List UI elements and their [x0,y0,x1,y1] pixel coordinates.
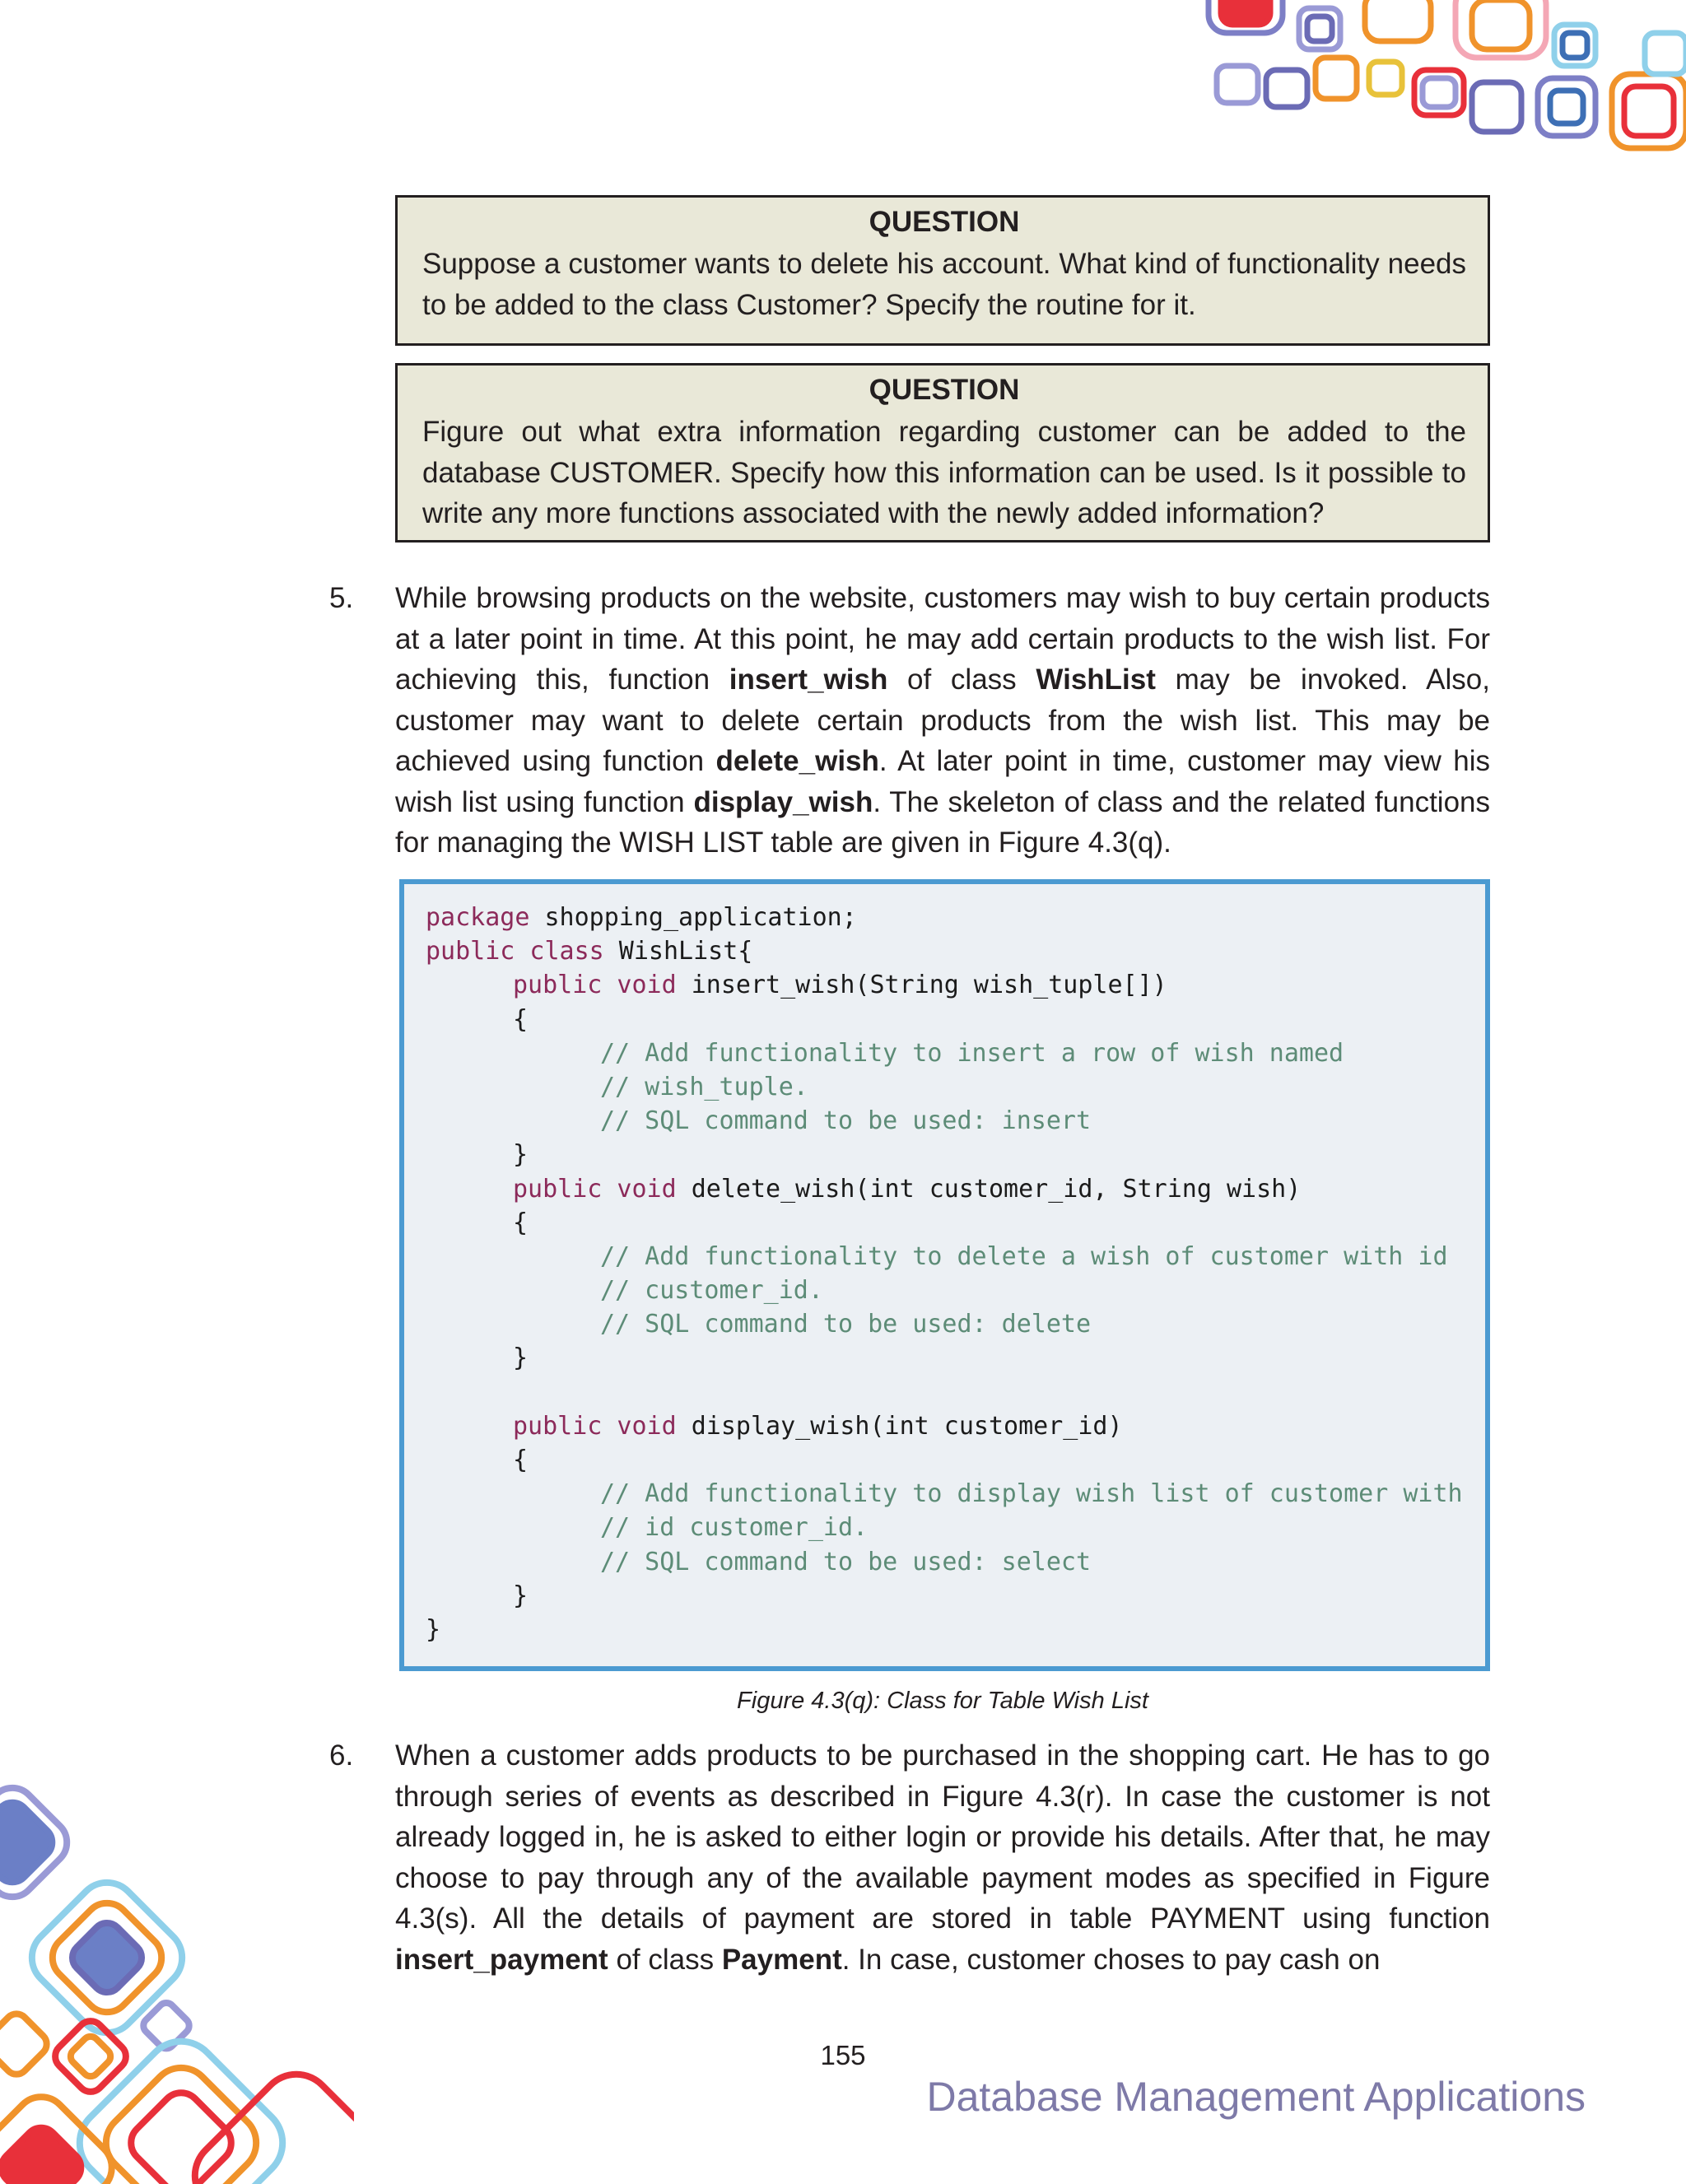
decorative-squares-top-right [1176,0,1686,165]
question-text: Figure out what extra information regarding customer can be added to the database CUSTOMER. Specify how this information can be used. Is it possible to write any more functions associated with the newly added information? [422,416,1466,529]
code-line: } [513,1140,529,1170]
class-name-payment: Payment [721,1943,842,1976]
code-text: display_wish(int customer_id) [676,1411,1123,1441]
function-name-delete-wish: delete_wish [715,745,879,777]
code-line: } [426,1614,441,1644]
code-line [426,1172,1485,1206]
code-comment: // SQL command to be used: insert [600,1106,1092,1136]
text-run: . At later point in time, customer may view his wish list using function [395,745,1490,818]
code-comment: // Add functionality to insert a row of wish named [600,1038,1344,1068]
text-run: While browsing products on the website, customers may wish to buy certain products at a later point in time. At this point, he may add certain products to the wish list. For achieving this, function [395,582,1490,696]
class-name-wishlist: WishList [1036,664,1156,696]
code-listing-wishlist [399,879,1490,1671]
code-comment: // Add functionality to display wish list of customer with [600,1479,1463,1509]
question-box-extra-information [395,363,1490,543]
question-text: Suppose a customer wants to delete his account. What kind of functionality needs to be added to the class Customer? Specify the routine for it. [422,248,1466,321]
question-heading: QUESTION [869,206,1020,238]
code-line [426,934,1485,968]
function-name-insert-wish: insert_wish [729,664,888,696]
code-blank-line [426,1376,1485,1409]
code-line: { [513,1004,529,1034]
code-line [426,968,1485,1002]
function-name-insert-payment: insert_payment [395,1943,608,1976]
text-run: may be invoked. Also, customer may want to delete certain products from the wish list. This may be achieved using function [395,664,1490,777]
text-run: When a customer adds products to be purchased in the shopping cart. He has to go through series of events as described in Figure 4.3(r). In case the customer is not already logged in, he is asked to either login or provide his details. After that, he may choose to pay through any of the available payment modes as specified in Figure 4.3(s). All the details of payment are stored in table PAYMENT using function [395,1739,1490,1935]
code-text: insert_wish(String wish_tuple[]) [676,971,1167,1000]
code-comment: // SQL command to be used: delete [600,1310,1092,1339]
list-item-number: 5. [329,582,354,614]
code-line: } [513,1343,529,1373]
code-line: { [513,1446,529,1474]
code-keyword: public class [426,937,604,966]
code-line: } [513,1581,529,1610]
page-number: 155 [820,2040,866,2070]
code-comment: // SQL command to be used: select [600,1547,1092,1576]
code-keyword: package [426,903,530,932]
question-box-account-deletion [395,195,1490,346]
code-comment: // wish_tuple. [600,1072,808,1101]
text-run: . The skeleton of class and the related functions for managing the WISH LIST table are given in Figure 4.3(q). [395,785,1491,859]
code-line: { [513,1208,529,1237]
code-comment: // Add functionality to delete a wish of customer with id [600,1241,1448,1271]
code-keyword: public void [513,1411,677,1441]
code-line [426,901,1485,934]
code-comment: // id customer_id. [600,1513,869,1543]
list-item-5 [329,578,1490,864]
list-item-text [395,578,1490,864]
code-line [426,1409,1485,1443]
code-keyword: public void [513,971,677,1000]
text-run: of class [608,1943,722,1976]
book-title-footer: Database Management Applications [926,2074,1586,2120]
list-item-6 [329,1735,1490,1980]
code-comment: // customer_id. [600,1276,823,1306]
text-run: . In case, customer choses to pay cash on [841,1943,1381,1976]
code-keyword: public void [513,1174,677,1204]
code-text: WishList{ [603,937,753,966]
decorative-diamonds-bottom-left [0,1781,354,2184]
code-text: delete_wish(int customer_id, String wish) [676,1174,1302,1204]
list-item-text [395,1735,1490,1980]
function-name-display-wish: display_wish [693,785,873,818]
figure-caption: Figure 4.3(q): Class for Table Wish List [737,1688,1148,1714]
list-item-number: 6. [329,1739,354,1772]
text-run: of class [887,664,1036,696]
question-heading: QUESTION [869,374,1020,406]
code-text: shopping_application; [529,903,857,932]
